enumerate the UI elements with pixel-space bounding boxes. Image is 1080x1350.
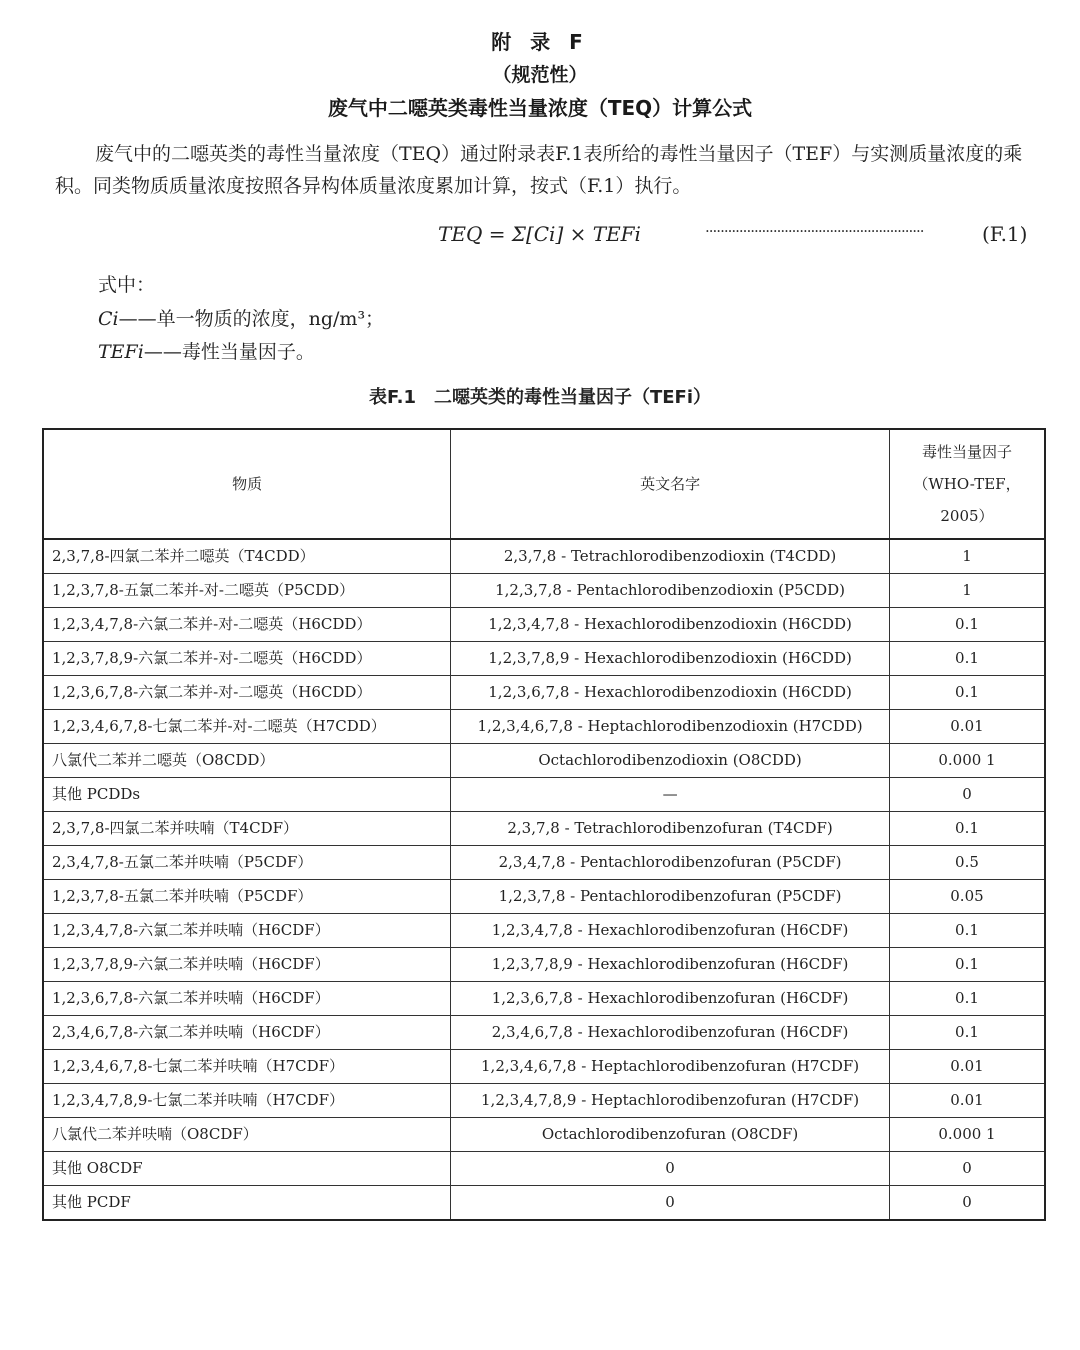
table-row xyxy=(43,539,1045,574)
table-row xyxy=(43,812,1045,846)
cell-tef: 0.01 xyxy=(889,1050,1045,1084)
formula-number: (F.1) xyxy=(982,222,1028,246)
table-row xyxy=(43,710,1045,744)
table-row xyxy=(43,982,1045,1016)
cell-substance: 1,2,3,6,7,8-六氯二苯并-对-二噁英（H6CDD） xyxy=(43,676,451,710)
table-row xyxy=(43,608,1045,642)
table-row xyxy=(43,642,1045,676)
cell-substance: 1,2,3,7,8-五氯二苯并呋喃（P5CDF） xyxy=(43,880,451,914)
cell-tef: 0.05 xyxy=(889,880,1045,914)
cell-substance: 1,2,3,4,7,8-六氯二苯并-对-二噁英（H6CDD） xyxy=(43,608,451,642)
cell-english-name: 2,3,4,6,7,8 - Hexachlorodibenzofuran (H6CDF) xyxy=(451,1016,890,1050)
cell-tef: 0.5 xyxy=(889,846,1045,880)
cell-english-name: 1,2,3,4,6,7,8 - Heptachlorodibenzofuran (H7CDF) xyxy=(451,1050,890,1084)
header-tef: 毒性当量因子（WHO-TEF，2005） xyxy=(889,429,1045,539)
cell-english-name: 2,3,7,8 - Tetrachlorodibenzodioxin (T4CDD) xyxy=(451,539,890,574)
cell-english-name: — xyxy=(451,778,890,812)
cell-substance: 2,3,7,8-四氯二苯并呋喃（T4CDF） xyxy=(43,812,451,846)
cell-substance: 2,3,4,6,7,8-六氯二苯并呋喃（H6CDF） xyxy=(43,1016,451,1050)
cell-english-name: 0 xyxy=(451,1152,890,1186)
table-row xyxy=(43,676,1045,710)
header-substance: 物质 xyxy=(43,429,451,539)
cell-substance: 1,2,3,4,7,8,9-七氯二苯并呋喃（H7CDF） xyxy=(43,1084,451,1118)
cell-substance: 2,3,4,7,8-五氯二苯并呋喃（P5CDF） xyxy=(43,846,451,880)
cell-substance: 1,2,3,7,8-五氯二苯并-对-二噁英（P5CDD） xyxy=(43,574,451,608)
cell-english-name: 1,2,3,6,7,8 - Hexachlorodibenzodioxin (H6CDD) xyxy=(451,676,890,710)
cell-english-name: 1,2,3,7,8,9 - Hexachlorodibenzofuran (H6CDF) xyxy=(451,948,890,982)
table-row xyxy=(43,744,1045,778)
definition-tef-text: ——毒性当量因子。 xyxy=(143,341,315,363)
cell-tef: 0.000 1 xyxy=(889,1118,1045,1152)
cell-tef: 0.1 xyxy=(889,914,1045,948)
cell-tef: 0.1 xyxy=(889,642,1045,676)
intro-paragraph: 废气中的二噁英类的毒性当量浓度（TEQ）通过附录表F.1表所给的毒性当量因子（TEF）与实测质量浓度的乘积。同类物质质量浓度按照各异构体质量浓度累加计算，按式（F.1）执行。 xyxy=(55,143,1023,197)
cell-english-name: Octachlorodibenzofuran (O8CDF) xyxy=(451,1118,890,1152)
table-row xyxy=(43,1152,1045,1186)
table-row xyxy=(43,1186,1045,1221)
cell-english-name: 1,2,3,7,8,9 - Hexachlorodibenzodioxin (H6CDD) xyxy=(451,642,890,676)
cell-substance: 1,2,3,6,7,8-六氯二苯并呋喃（H6CDF） xyxy=(43,982,451,1016)
cell-tef: 0.01 xyxy=(889,710,1045,744)
cell-tef: 0.1 xyxy=(889,676,1045,710)
table-row xyxy=(43,1084,1045,1118)
appendix-subtitle: （规范性） xyxy=(492,64,588,86)
cell-tef: 0.1 xyxy=(889,608,1045,642)
cell-tef: 0.000 1 xyxy=(889,744,1045,778)
definitions-label: 式中： xyxy=(98,274,156,296)
tef-table xyxy=(42,428,1046,1221)
cell-substance: 1,2,3,4,6,7,8-七氯二苯并-对-二噁英（H7CDD） xyxy=(43,710,451,744)
cell-english-name: 1,2,3,7,8 - Pentachlorodibenzodioxin (P5CDD) xyxy=(451,574,890,608)
cell-tef: 0 xyxy=(889,1186,1045,1221)
table-caption: 表F.1 二噁英类的毒性当量因子（TEFi） xyxy=(368,387,712,408)
cell-english-name: 1,2,3,4,7,8 - Hexachlorodibenzodioxin (H6CDD) xyxy=(451,608,890,642)
table-row xyxy=(43,574,1045,608)
cell-tef: 1 xyxy=(889,539,1045,574)
cell-tef: 0 xyxy=(889,1152,1045,1186)
cell-substance: 1,2,3,7,8,9-六氯二苯并呋喃（H6CDF） xyxy=(43,948,451,982)
table-row xyxy=(43,1016,1045,1050)
appendix-heading: 废气中二噁英类毒性当量浓度（TEQ）计算公式 xyxy=(327,96,753,120)
cell-tef: 0.1 xyxy=(889,982,1045,1016)
table-row xyxy=(43,880,1045,914)
cell-substance: 1,2,3,4,6,7,8-七氯二苯并呋喃（H7CDF） xyxy=(43,1050,451,1084)
table-row xyxy=(43,1118,1045,1152)
cell-tef: 0.1 xyxy=(889,812,1045,846)
definition-c xyxy=(98,304,384,331)
formula-leader-dots: .......................................................... xyxy=(705,218,924,236)
cell-substance: 八氯代二苯并二噁英（O8CDD） xyxy=(43,744,451,778)
cell-substance: 八氯代二苯并呋喃（O8CDF） xyxy=(43,1118,451,1152)
appendix-title: 附 录 F xyxy=(491,30,589,54)
table-header-row xyxy=(43,429,1045,539)
header-english-name: 英文名字 xyxy=(451,429,890,539)
table-row xyxy=(43,1050,1045,1084)
cell-substance: 其他 PCDF xyxy=(43,1186,451,1221)
cell-substance: 1,2,3,7,8,9-六氯二苯并-对-二噁英（H6CDD） xyxy=(43,642,451,676)
cell-english-name: 1,2,3,6,7,8 - Hexachlorodibenzofuran (H6CDF) xyxy=(451,982,890,1016)
cell-substance: 其他 PCDDs xyxy=(43,778,451,812)
cell-tef: 1 xyxy=(889,574,1045,608)
table-row xyxy=(43,778,1045,812)
cell-english-name: 1,2,3,4,7,8 - Hexachlorodibenzofuran (H6CDF) xyxy=(451,914,890,948)
definition-tef xyxy=(98,337,315,364)
definition-c-text: ——单一物质的浓度，ng/m³； xyxy=(118,308,385,330)
table-row xyxy=(43,948,1045,982)
cell-tef: 0.1 xyxy=(889,948,1045,982)
table-body xyxy=(43,539,1045,1220)
cell-english-name: 1,2,3,4,6,7,8 - Heptachlorodibenzodioxin (H7CDD) xyxy=(451,710,890,744)
cell-english-name: Octachlorodibenzodioxin (O8CDD) xyxy=(451,744,890,778)
cell-substance: 其他 O8CDF xyxy=(43,1152,451,1186)
cell-substance: 1,2,3,4,7,8-六氯二苯并呋喃（H6CDF） xyxy=(43,914,451,948)
cell-tef: 0 xyxy=(889,778,1045,812)
cell-substance: 2,3,7,8-四氯二苯并二噁英（T4CDD） xyxy=(43,539,451,574)
table-row xyxy=(43,846,1045,880)
definition-c-symbol: Ci xyxy=(98,308,119,330)
definition-tef-symbol: TEFi xyxy=(98,341,144,363)
cell-english-name: 1,2,3,4,7,8,9 - Heptachlorodibenzofuran (H7CDF) xyxy=(451,1084,890,1118)
cell-english-name: 2,3,4,7,8 - Pentachlorodibenzofuran (P5CDF) xyxy=(451,846,890,880)
formula-expression: TEQ = Σ[Ci] × TEFi xyxy=(438,222,641,246)
cell-english-name: 0 xyxy=(451,1186,890,1221)
cell-english-name: 1,2,3,7,8 - Pentachlorodibenzofuran (P5CDF) xyxy=(451,880,890,914)
cell-english-name: 2,3,7,8 - Tetrachlorodibenzofuran (T4CDF) xyxy=(451,812,890,846)
cell-tef: 0.1 xyxy=(889,1016,1045,1050)
table-row xyxy=(43,914,1045,948)
cell-tef: 0.01 xyxy=(889,1084,1045,1118)
